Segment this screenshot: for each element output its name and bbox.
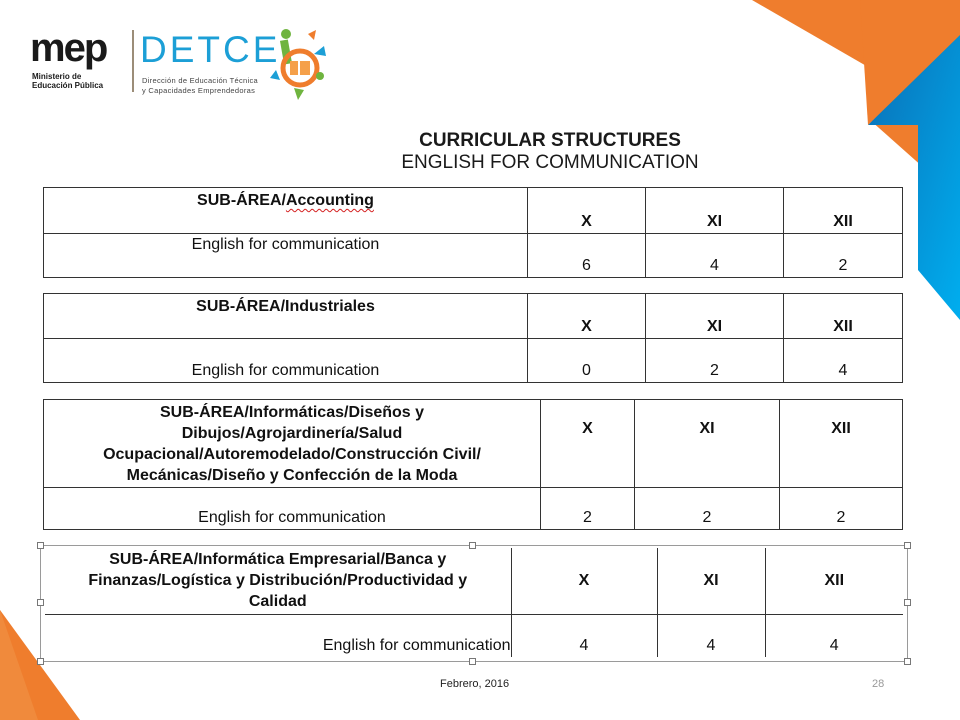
- informaticas-table: [43, 399, 903, 530]
- subarea-informatica-empresarial-cell: [45, 548, 511, 614]
- subarea-accounting-name: Accounting: [285, 192, 374, 209]
- value-xi: 2: [646, 339, 784, 383]
- subarea-line: Ocupacional/Autoremodelado/Construcción Civil/: [103, 445, 481, 463]
- value-xii: 2: [784, 234, 903, 278]
- subject-cell: English for communication: [44, 339, 528, 383]
- subject-cell: English for communication: [44, 488, 541, 530]
- grade-header-xi: XI: [646, 294, 784, 339]
- accounting-table: [43, 187, 903, 278]
- mep-logo-subtitle: [32, 72, 103, 90]
- mep-logo: [30, 28, 125, 90]
- value-xii: 2: [780, 488, 903, 530]
- subject-cell: English for communication: [44, 234, 528, 278]
- mep-subtitle-line1: Ministerio de: [32, 72, 82, 81]
- grade-header-xi: XI: [635, 400, 780, 488]
- industriales-table: [43, 293, 903, 383]
- page-title: CURRICULAR STRUCTURES: [419, 130, 681, 151]
- grade-header-xi: XI: [657, 548, 765, 614]
- detce-logo-text: DETCE: [140, 29, 281, 70]
- page-subtitle: ENGLISH FOR COMMUNICATION: [401, 152, 699, 173]
- subarea-line: Calidad: [248, 593, 307, 611]
- value-x: 2: [541, 488, 635, 530]
- informatica-empresarial-table: [45, 548, 903, 657]
- mep-logo-text: mep: [30, 26, 107, 70]
- detce-subtitle-line1: Dirección de Educación Técnica: [142, 76, 259, 85]
- grade-header-xii: XII: [784, 294, 903, 339]
- grade-header-xii: XII: [780, 400, 903, 488]
- grade-header-x: X: [528, 294, 646, 339]
- subarea-line: SUB-ÁREA/Informáticas/Diseños y: [159, 403, 425, 421]
- right-blue-band: [860, 0, 960, 330]
- mep-subtitle-line2: Educación Pública: [32, 81, 104, 90]
- logo-divider: [132, 30, 134, 92]
- footer-date: Febrero, 2016: [440, 678, 510, 690]
- grade-header-x: X: [541, 400, 635, 488]
- grade-header-x: X: [528, 188, 646, 234]
- subarea-line: Mecánicas/Diseño y Confección de la Moda: [126, 466, 458, 484]
- detce-subtitle-line2: y Capacidades Emprendedoras: [142, 86, 256, 95]
- value-xii: 4: [784, 339, 903, 383]
- value-xii: 4: [765, 614, 903, 657]
- subarea-line: Finanzas/Logística y Distribución/Productividad y: [88, 572, 468, 590]
- value-x: 4: [511, 614, 657, 657]
- subarea-line: Dibujos/Agrojardinería/Salud: [181, 424, 403, 442]
- value-xi: 2: [635, 488, 780, 530]
- value-x: 0: [528, 339, 646, 383]
- value-xi: 4: [646, 234, 784, 278]
- value-x: 6: [528, 234, 646, 278]
- subarea-accounting-prefix: SUB-ÁREA/: [197, 192, 286, 209]
- grade-header-xii: XII: [765, 548, 903, 614]
- subarea-industriales-cell: SUB-ÁREA/Industriales: [44, 294, 528, 339]
- detce-logo-subtitle: [142, 76, 258, 96]
- detce-emblem-icon: [268, 24, 332, 104]
- subarea-line: SUB-ÁREA/Informática Empresarial/Banca y: [109, 551, 447, 569]
- value-xi: 4: [657, 614, 765, 657]
- grade-header-xi: XI: [646, 188, 784, 234]
- subject-cell: English for communication: [45, 614, 511, 657]
- slide-number: 28: [872, 678, 885, 690]
- grade-header-x: X: [511, 548, 657, 614]
- grade-header-xii: XII: [784, 188, 903, 234]
- subarea-informaticas-cell: [44, 400, 541, 488]
- subarea-accounting-cell: [44, 188, 528, 234]
